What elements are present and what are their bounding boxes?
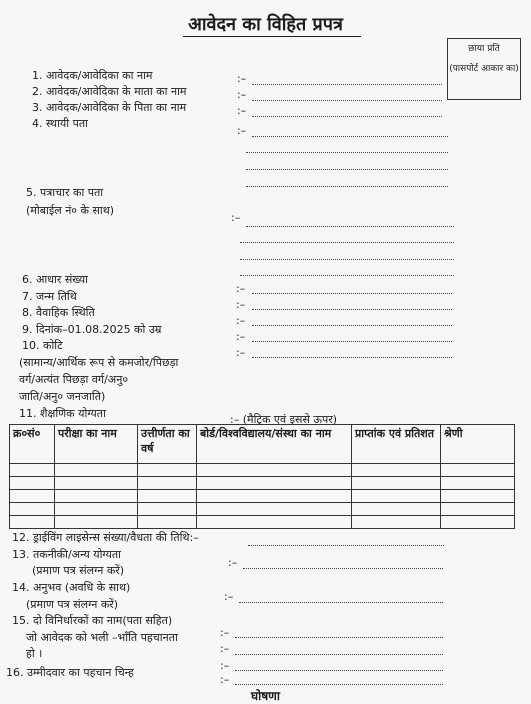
table-cell[interactable] (138, 503, 197, 516)
table-cell[interactable] (10, 490, 55, 503)
header-board: बोर्ड/विश्वविद्यालय/संस्था का नाम (197, 425, 352, 464)
field-aadhaar-label: 6. आधार संख्या (22, 273, 88, 286)
field-category-options-1: (सामान्य/आर्थिक रूप से कमजोर/पिछड़ा (19, 356, 179, 369)
mother-name-line[interactable] (252, 100, 442, 101)
applicant-name-line[interactable] (252, 84, 442, 85)
technical-certificate-note: (प्रमाण पत्र संलग्न करें) (32, 564, 125, 577)
table-row[interactable] (10, 490, 515, 503)
colon: :– (237, 104, 247, 117)
referee-1-line[interactable] (235, 637, 443, 638)
colon: :– (220, 642, 230, 655)
field-technical-qualification-label: 13. तकनीकी/अन्य योग्यता (12, 548, 122, 561)
field-marital-status-label: 8. वैवाहिक स्थिति (22, 306, 95, 319)
experience-line[interactable] (239, 602, 443, 603)
table-row[interactable] (10, 516, 515, 529)
table-cell[interactable] (10, 516, 55, 529)
table-cell[interactable] (10, 503, 55, 516)
field-category-options-3: जाति/अनु० जनजाति) (19, 390, 106, 403)
table-cell[interactable] (441, 477, 515, 490)
field-mother-name-label: 2. आवेदक/आवेदिका के माता का नाम (32, 85, 187, 98)
field-permanent-address-label: 4. स्थायी पता (32, 117, 89, 130)
field-father-name-label: 3. आवेदक/आवेदिका के पिता का नाम (32, 101, 187, 114)
table-header-row (10, 425, 515, 464)
table-cell[interactable] (138, 477, 197, 490)
permanent-address-line-4[interactable] (246, 186, 448, 187)
table-cell[interactable] (197, 516, 352, 529)
field-driving-license-label: 12. ड्राईविंग लाइसेन्स संख्या/वैधता की तिथि:– (12, 531, 199, 544)
field-age-label: 9. दिनांक–01.08.2025 को उम्र (22, 323, 162, 336)
dob-line[interactable] (252, 309, 452, 310)
table-row[interactable] (10, 464, 515, 477)
field-referees-label: 15. दो विनिर्धारकों का नाम(पता सहित) (12, 614, 173, 627)
permanent-address-line-3[interactable] (246, 169, 448, 170)
colon: :– (220, 626, 230, 639)
form-title: आवेदन का विहित प्रपत्र (188, 14, 343, 35)
experience-certificate-note: (प्रमाण पत्र संलग्न करें) (26, 598, 119, 611)
table-cell[interactable] (352, 516, 441, 529)
colon: :– (236, 282, 246, 295)
table-cell[interactable] (197, 477, 352, 490)
colon: :– (220, 659, 230, 672)
referees-note-2: हो । (26, 647, 43, 660)
header-division: श्रेणी (441, 425, 515, 464)
field-correspondence-address-label: 5. पत्राचार का पता (26, 186, 104, 199)
colon: :– (220, 673, 230, 686)
permanent-address-line-1[interactable] (252, 136, 448, 137)
table-cell[interactable] (55, 490, 138, 503)
table-cell[interactable] (441, 503, 515, 516)
table-cell[interactable] (10, 464, 55, 477)
header-marks: प्राप्तांक एवं प्रतिशत (352, 425, 441, 464)
age-line[interactable] (252, 341, 452, 342)
colon: :– (236, 346, 246, 359)
driving-license-line[interactable] (248, 545, 444, 546)
table-cell[interactable] (441, 516, 515, 529)
table-cell[interactable] (352, 477, 441, 490)
table-row[interactable] (10, 503, 515, 516)
table-cell[interactable] (138, 516, 197, 529)
field-category-options-2: वर्ग/अत्यंत पिछड़ा वर्ग/अनु० (19, 373, 129, 386)
photo-box-label: छाया प्रति (468, 44, 500, 54)
field-identification-mark-label: 16. उम्मीदवार का पहचान चिन्ह (6, 666, 134, 679)
table-cell[interactable] (138, 490, 197, 503)
photo-box-size: (पासपोर्ट आकार का) (449, 64, 519, 74)
table-cell[interactable] (441, 490, 515, 503)
field-mobile-note: (मोबाईल नं० के साथ) (26, 204, 115, 217)
correspondence-line-1[interactable] (246, 226, 454, 227)
table-cell[interactable] (352, 464, 441, 477)
identification-mark-line-1[interactable] (235, 670, 443, 671)
qualification-table (9, 424, 515, 529)
header-exam: परीक्षा का नाम (55, 425, 138, 464)
table-cell[interactable] (138, 464, 197, 477)
table-cell[interactable] (55, 464, 138, 477)
colon: :– (236, 298, 246, 311)
field-category-label: 10. कोटि (22, 339, 63, 352)
marital-status-line[interactable] (252, 325, 452, 326)
field-experience-label: 14. अनुभव (अवधि के साथ) (12, 581, 131, 594)
colon: :– (231, 211, 241, 224)
table-cell[interactable] (197, 503, 352, 516)
table-cell[interactable] (55, 503, 138, 516)
identification-mark-line-2[interactable] (235, 684, 443, 685)
colon: :– (237, 124, 247, 137)
table-cell[interactable] (55, 516, 138, 529)
header-serial: क्र०सं० (10, 425, 55, 464)
field-applicant-name-label: 1. आवेदक/आवेदिका का नाम (32, 69, 153, 82)
colon: :– (237, 72, 247, 85)
photo-box (447, 38, 521, 100)
declaration-heading: घोषणा (251, 689, 280, 703)
title-underline (183, 36, 361, 37)
field-qualification-label: 11. शैक्षणिक योग्यता (19, 407, 106, 420)
table-cell[interactable] (197, 490, 352, 503)
field-dob-label: 7. जन्म तिथि (22, 290, 77, 303)
category-line[interactable] (252, 357, 452, 358)
qualification-note: :– (मैट्रिक एवं इससे ऊपर) (230, 413, 338, 426)
colon: :– (236, 330, 246, 343)
correspondence-line-4[interactable] (240, 275, 454, 276)
correspondence-line-3[interactable] (240, 259, 454, 260)
colon: :– (236, 314, 246, 327)
table-cell[interactable] (197, 464, 352, 477)
table-cell[interactable] (441, 464, 515, 477)
father-name-line[interactable] (252, 116, 442, 117)
table-cell[interactable] (352, 503, 441, 516)
table-cell[interactable] (55, 477, 138, 490)
permanent-address-line-2[interactable] (246, 152, 448, 153)
referee-2-line[interactable] (235, 654, 443, 655)
aadhaar-line[interactable] (252, 293, 452, 294)
colon: :– (228, 556, 238, 569)
technical-qualification-line[interactable] (243, 568, 443, 569)
table-cell[interactable] (352, 490, 441, 503)
colon: :– (224, 590, 234, 603)
correspondence-line-2[interactable] (240, 242, 454, 243)
table-row[interactable] (10, 477, 515, 490)
referees-note-1: जो आवेदक को भली –भाँति पहचानता (26, 631, 178, 644)
colon: :– (237, 88, 247, 101)
table-cell[interactable] (10, 477, 55, 490)
header-year: उत्तीर्णता का वर्ष (138, 425, 197, 464)
